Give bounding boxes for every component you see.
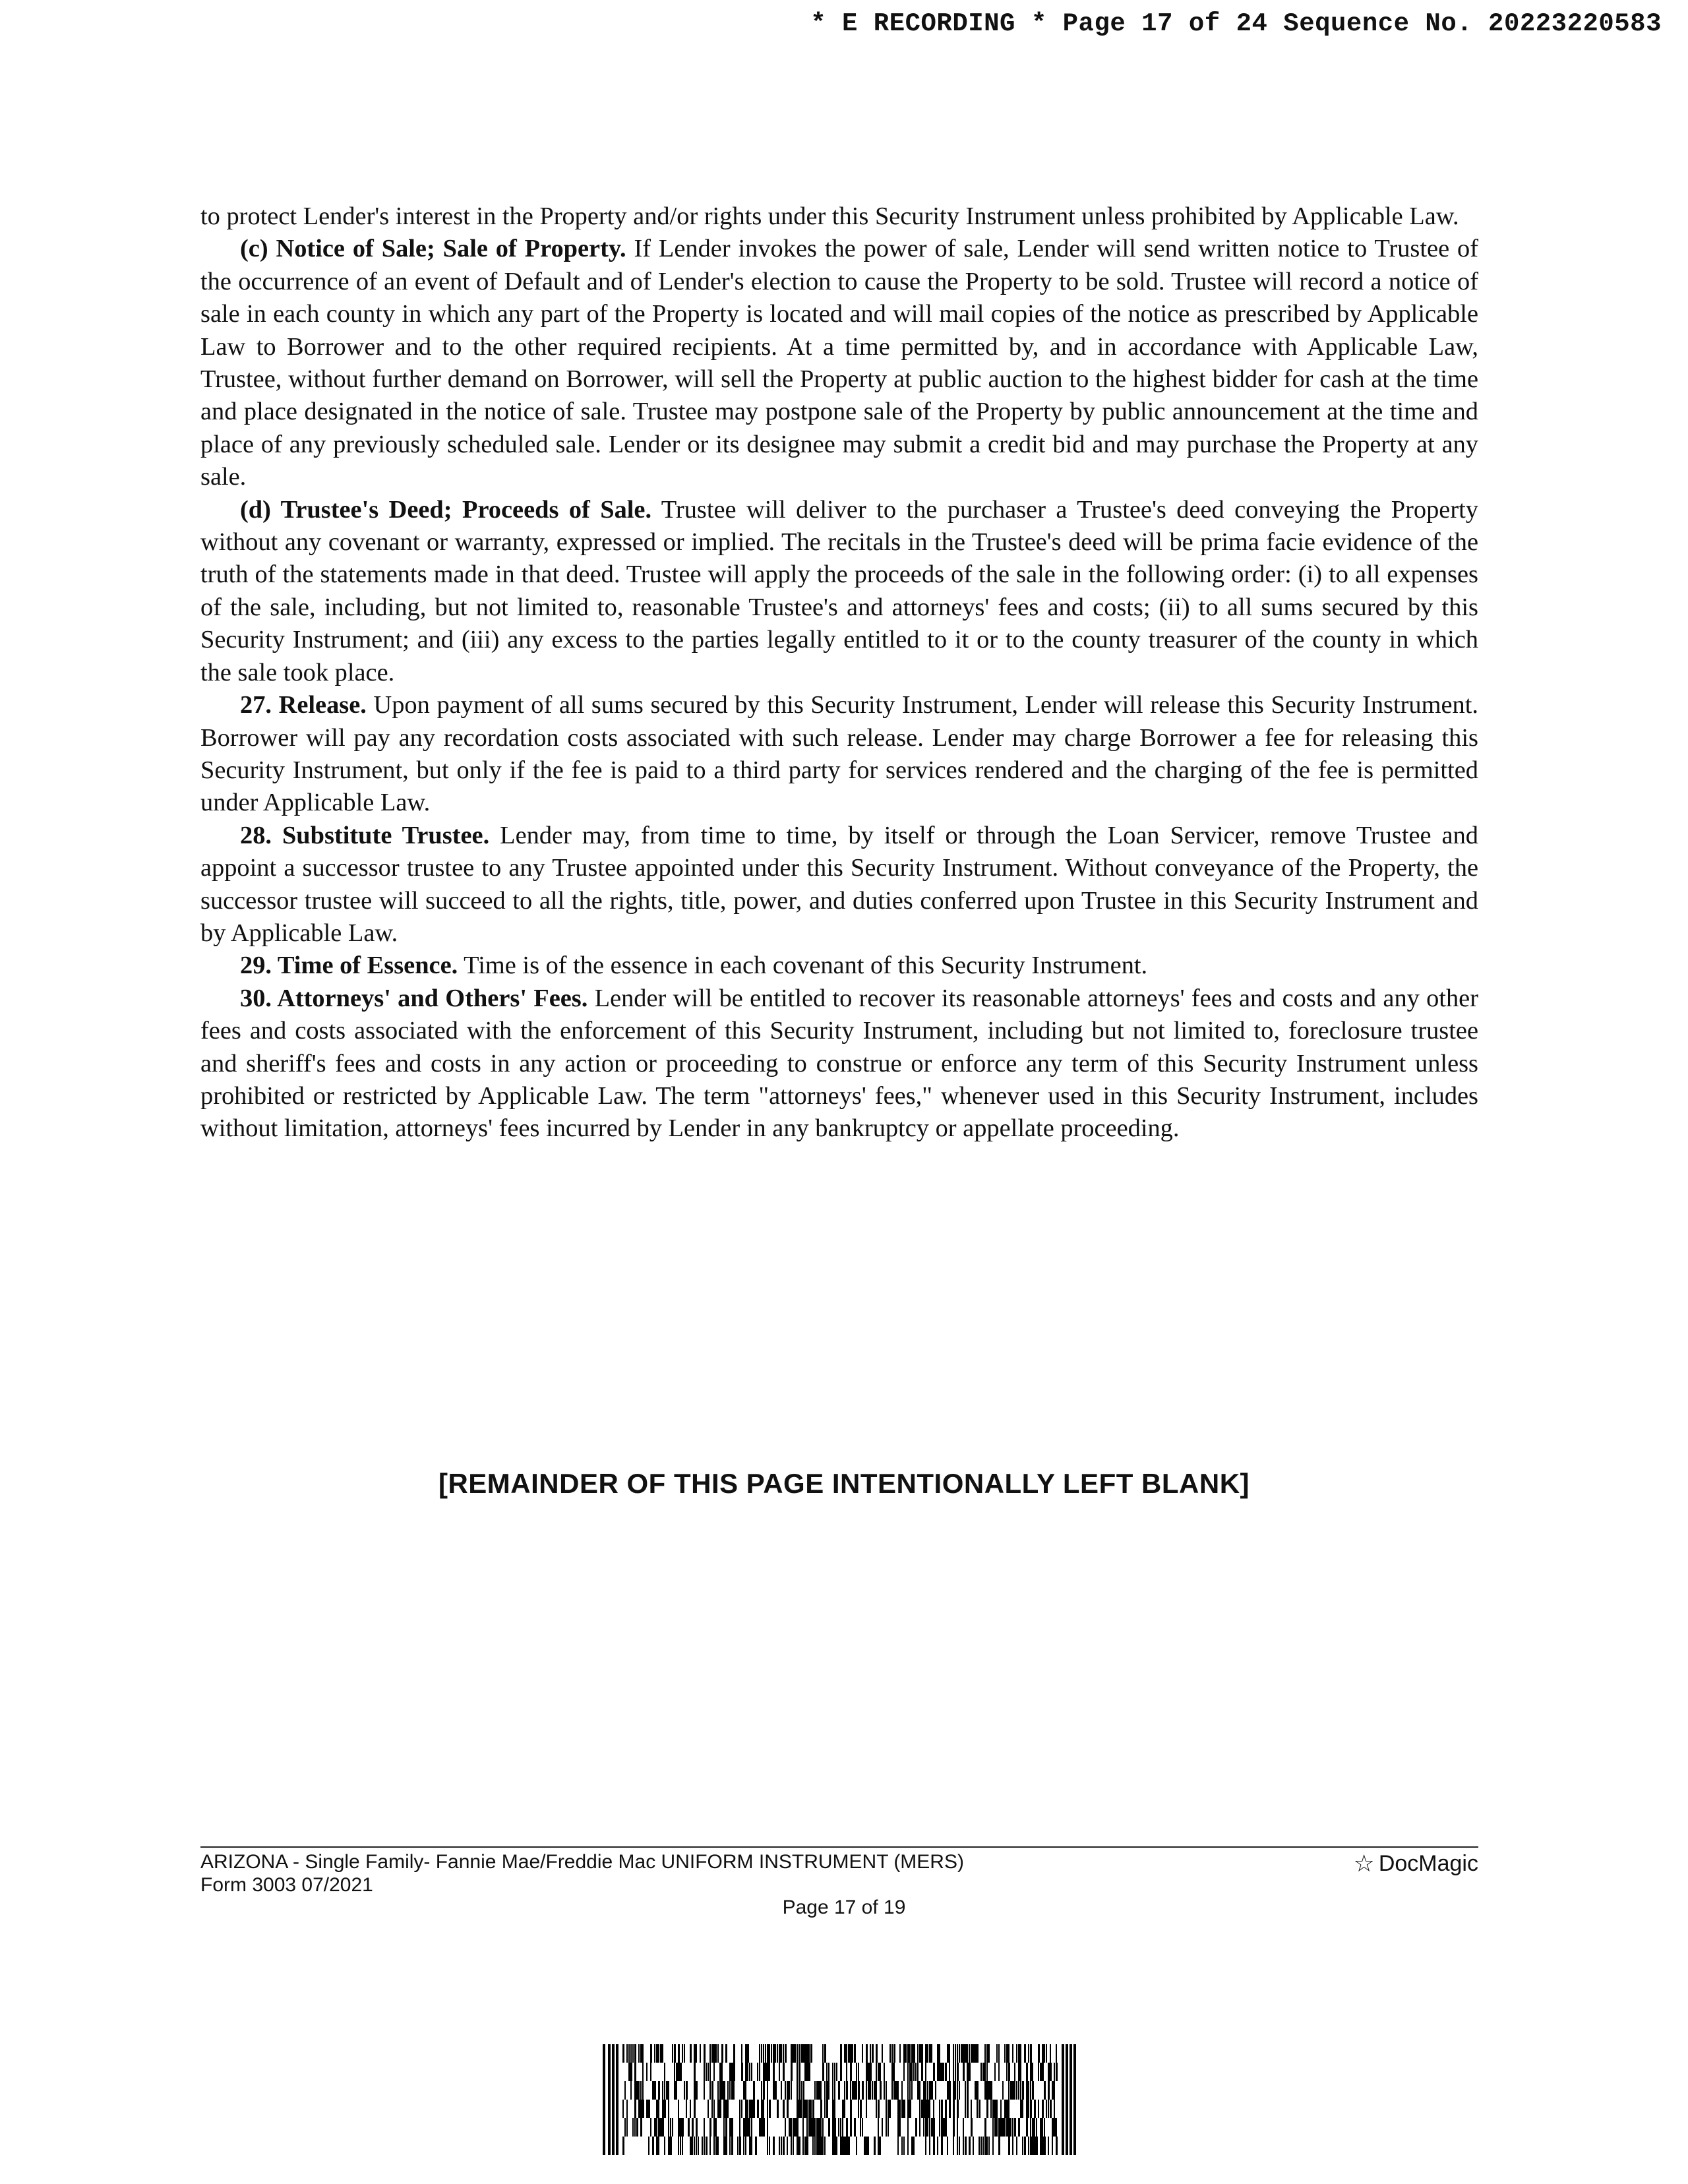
paragraph-attorneys-fees — [200, 983, 1478, 1145]
paragraph-continuation: to protect Lender's interest in the Property and/or rights under this Security Instrument unless prohibited by Applicable Law. — [200, 202, 1459, 230]
paragraph-notice-of-sale — [200, 233, 1478, 493]
paragraph-release — [200, 689, 1478, 820]
heading-notice-of-sale: (c) Notice of Sale; Sale of Property. — [240, 235, 626, 263]
footer-divider — [200, 1846, 1478, 1848]
heading-release: 27. Release. — [240, 691, 367, 719]
heading-substitute-trustee: 28. Substitute Trustee. — [240, 821, 490, 849]
paragraph-trustees-deed — [200, 494, 1478, 689]
footer-brand-name: DocMagic — [1378, 1851, 1478, 1876]
star-icon: ☆ — [1353, 1850, 1375, 1877]
heading-trustees-deed: (d) Trustee's Deed; Proceeds of Sale. — [240, 495, 652, 524]
text-time-of-essence: Time is of the essence in each covenant of this Security Instrument. — [458, 952, 1148, 980]
heading-time-of-essence: 29. Time of Essence. — [240, 952, 458, 980]
heading-attorneys-fees: 30. Attorneys' and Others' Fees. — [240, 984, 588, 1012]
text-attorneys-fees: Lender will be entitled to recover its reasonable attorneys' fees and costs and any other fees and costs associated with the enforcement of this Security Instrument, including but not limited to, foreclosure trustee and sheriff's fees and costs in any action or proceeding to construe or enforce any term of this Security Instrument unless prohibited or restricted by Applicable Law. The term "attorneys' fees," whenever used in this Security Instrument, includes without limitation, attorneys' fees incurred by Lender in any bankruptcy or appellate proceeding. — [200, 984, 1478, 1143]
footer-brand — [1354, 1850, 1478, 1877]
footer-form-number: Form 3003 07/2021 — [200, 1874, 373, 1896]
text-trustees-deed: Trustee will deliver to the purchaser a Trustee's deed conveying the Property without any covenant or warranty, expressed or implied. The recitals in the Trustee's deed will be prima facie evidence of the truth of the statements made in that deed. Trustee will apply the proceeds of the sale in the following order: (i) to all expenses of the sale, including, but not limited to, reasonable Trustee's and attorneys' fees and costs; (ii) to all sums secured by this Security Instrument; and (iii) any excess to the parties legally entitled to it or to the county treasurer of the county in which the sale took place. — [200, 495, 1478, 686]
barcode-image — [603, 2044, 1077, 2155]
footer-instrument-name: ARIZONA - Single Family- Fannie Mae/Freddie Mac UNIFORM INSTRUMENT (MERS) — [200, 1851, 964, 1873]
text-notice-of-sale: If Lender invokes the power of sale, Lender will send written notice to Trustee of the occurrence of an event of Default and of Lender's election to cause the Property to be sold. Trustee will record a notice of sale in each county in which any part of the Property is located and will mail copies of the notice as prescribed by Applicable Law to Borrower and to the other required recipients. At a time permitted by, and in accordance with Applicable Law, Trustee, without further demand on Borrower, will sell the Property at public auction to the highest bidder for cash at the time and place designated in the notice of sale. Trustee may postpone sale of the Property by public announcement at the time and place of any previously scheduled sale. Lender or its designee may submit a credit bid and may purchase the Property at any sale. — [200, 235, 1478, 491]
paragraph-time-of-essence — [200, 950, 1478, 982]
footer-page-number: Page 17 of 19 — [782, 1896, 906, 1918]
paragraph-substitute-trustee — [200, 820, 1478, 950]
text-release: Upon payment of all sums secured by this Security Instrument, Lender will release this Security Instrument. Borrower will pay any recordation costs associated with such release. Lender may charge Borrower a fee for releasing this Security Instrument, but only if the fee is paid to a third party for services rendered and the charging of the fee is permitted under Applicable Law. — [200, 691, 1478, 817]
text-substitute-trustee: Lender may, from time to time, by itself or through the Loan Servicer, remove Trustee and appoint a successor trustee to any Trustee appointed under this Security Instrument. Without conveyance of the Property, the successor trustee will succeed to all the rights, title, power, and duties conferred upon Trustee in this Security Instrument and by Applicable Law. — [200, 821, 1478, 947]
recording-stamp: * E RECORDING * Page 17 of 24 Sequence No. 20223220583 — [810, 9, 1662, 38]
document-body — [200, 200, 1478, 1145]
blank-page-notice: [REMAINDER OF THIS PAGE INTENTIONALLY LEFT BLANK] — [438, 1468, 1250, 1499]
footer-form-info — [200, 1850, 964, 1896]
